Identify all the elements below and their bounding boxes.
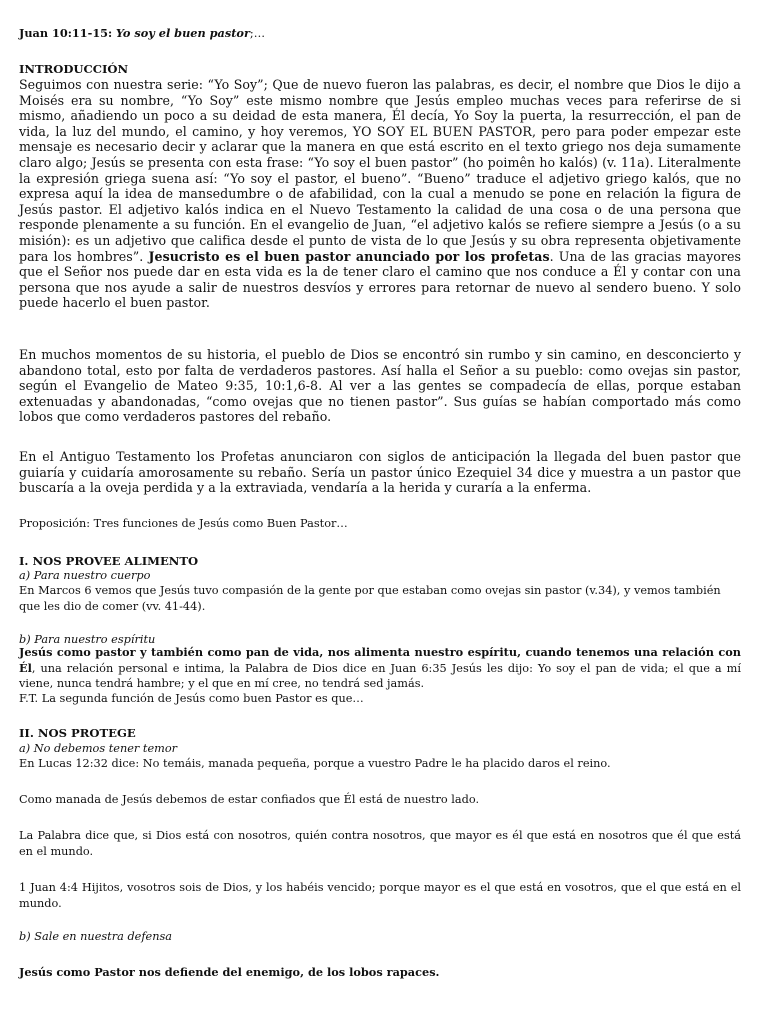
intro-heading: INTRODUCCIÓN xyxy=(19,62,129,76)
section-1-text-b xyxy=(19,645,741,692)
title-quote: Yo soy el buen pastor xyxy=(115,26,250,40)
section-2-closing: Jesús como Pastor nos defiende del enemigo, de los lobos rapaces. xyxy=(19,965,440,979)
section-2-heading: II. NOS PROTEGE xyxy=(19,726,136,740)
section-2-paragraph-2: La Palabra dice que, si Dios está con nosotros, quién contra nosotros, que mayor es él que está en nosotros que él que está en el mundo. xyxy=(19,829,741,858)
section-2-text-a: En Lucas 12:32 dice: No temáis, manada pequeña, porque a vuestro Padre le ha placido daros el reino. xyxy=(19,757,611,770)
section-1-sub-b: b) Para nuestro espíritu xyxy=(19,633,156,646)
title-tail: ;… xyxy=(249,27,266,40)
title-reference: Juan 10:11-15: xyxy=(19,26,113,40)
section-1-text-b-rest: , una relación personal e intima, la Palabra de Dios dice en Juan 6:35 Jesús les dijo: Yo soy el pan de vida; el que a mí viene, nunca tendrá hambre; y el que en mí cree, no tendrá sed jamás. xyxy=(19,661,741,690)
section-1-text-b-bold: Jesús como pastor y también como pan de vida, nos alimenta nuestro espíritu, cuando tenemos una relación con Él xyxy=(19,645,741,675)
title-line xyxy=(19,26,741,42)
section-1-sub-a: a) Para nuestro cuerpo xyxy=(19,569,151,582)
section-1-text-a: En Marcos 6 vemos que Jesús tuvo compasión de la gente por que estaban como ovejas sin pastor (v.34), y vemos también que les dio de comer (vv. 41-44). xyxy=(19,584,721,613)
intro-paragraph-2: En muchos momentos de su historia, el pueblo de Dios se encontró sin rumbo y sin camino, en desconcierto y abandono total, esto por falta de verdaderos pastores. Así halla el Señor a su pueblo: como ovejas sin pastor, según el Evangelio de Mateo 9:35, 10:1,6-8. Al ver a las gentes se compadecía de ellas, porque estaban extenuadas y abandonadas, “como ovejas que no tienen pastor”. Sus guías se habían comportado más como lobos que como verdaderos pastores del rebaño. xyxy=(19,347,741,425)
intro-paragraph-1-bold: Jesucristo es el buen pastor anunciado por los profetas xyxy=(148,248,550,264)
intro-paragraph-1 xyxy=(19,77,741,311)
intro-paragraph-3: En el Antiguo Testamento los Profetas anunciaron con siglos de anticipación la llegada del buen pastor que guiaría y cuidaría amorosamente su rebaño. Sería un pastor único Ezequiel 34 dice y muestra a un pastor que buscaría a la oveja perdida y a la extraviada, vendaría a la herida y curaría a la enferma. xyxy=(19,449,741,496)
section-1-heading: I. NOS PROVEE ALIMENTO xyxy=(19,554,199,568)
section-2-paragraph-3: 1 Juan 4:4 Hijitos, vosotros sois de Dios, y los habéis vencido; porque mayor es el que está en vosotros, que el que está en el mundo. xyxy=(19,881,741,910)
section-2-sub-a: a) No debemos tener temor xyxy=(19,742,178,755)
section-2-sub-b: b) Sale en nuestra defensa xyxy=(19,930,173,943)
section-1-transition: F.T. La segunda función de Jesús como buen Pastor es que… xyxy=(19,692,364,705)
section-2-paragraph-1: Como manada de Jesús debemos de estar confiados que Él está de nuestro lado. xyxy=(19,793,480,806)
proposition: Proposición: Tres funciones de Jesús como Buen Pastor… xyxy=(19,517,348,530)
intro-paragraph-1-tail: . Una de las gracias mayores que el Señor nos puede dar en esta vida es la de tener claro el camino que nos conduce a Él y contar con una persona que nos ayude a salir de nuestros desvíos y errores para retornar de nuevo al sendero bueno. Y solo puede hacerlo el buen pastor. xyxy=(19,248,741,311)
intro-paragraph-1-text: Seguimos con nuestra serie: “Yo Soy”; Que de nuevo fueron las palabras, es decir, el nombre que Dios le dijo a Moisés era su nombre, “Yo Soy” este mismo nombre que Jesús empleo muchas veces para referirse de si mismo, añadiendo un poco a su deidad de esta manera, Él decía, Yo Soy la puerta, la resurrección, el pan de vida, la luz del mundo, el camino, y hoy veremos, YO SOY EL BUEN PASTOR, pero para poder empezar este mensaje es necesario decir y aclarar que la manera en que está escrito en el texto griego nos deja sumamente claro algo; Jesús se presenta con esta frase: “Yo soy el buen pastor” (ho poimên ho kalós) (v. 11a). Literalmente la expresión griega suena así: “Yo soy el pastor, el bueno”. “Bueno” traduce el adjetivo griego kalós, que no expresa aquí la idea de mansedumbre o de afabilidad, con la cual a menudo se pone en relación la figura de Jesús pastor. El adjetivo kalós indica en el Nuevo Testamento la calidad de una cosa o de una persona que responde plenamente a su función. En el evangelio de Juan, “el adjetivo kalós se refiere siempre a Jesús (o a su misión): es un adjetivo que califica desde el punto de vista de lo que Jesús y su obra representa objetivamente para los hombres”. xyxy=(19,77,741,264)
